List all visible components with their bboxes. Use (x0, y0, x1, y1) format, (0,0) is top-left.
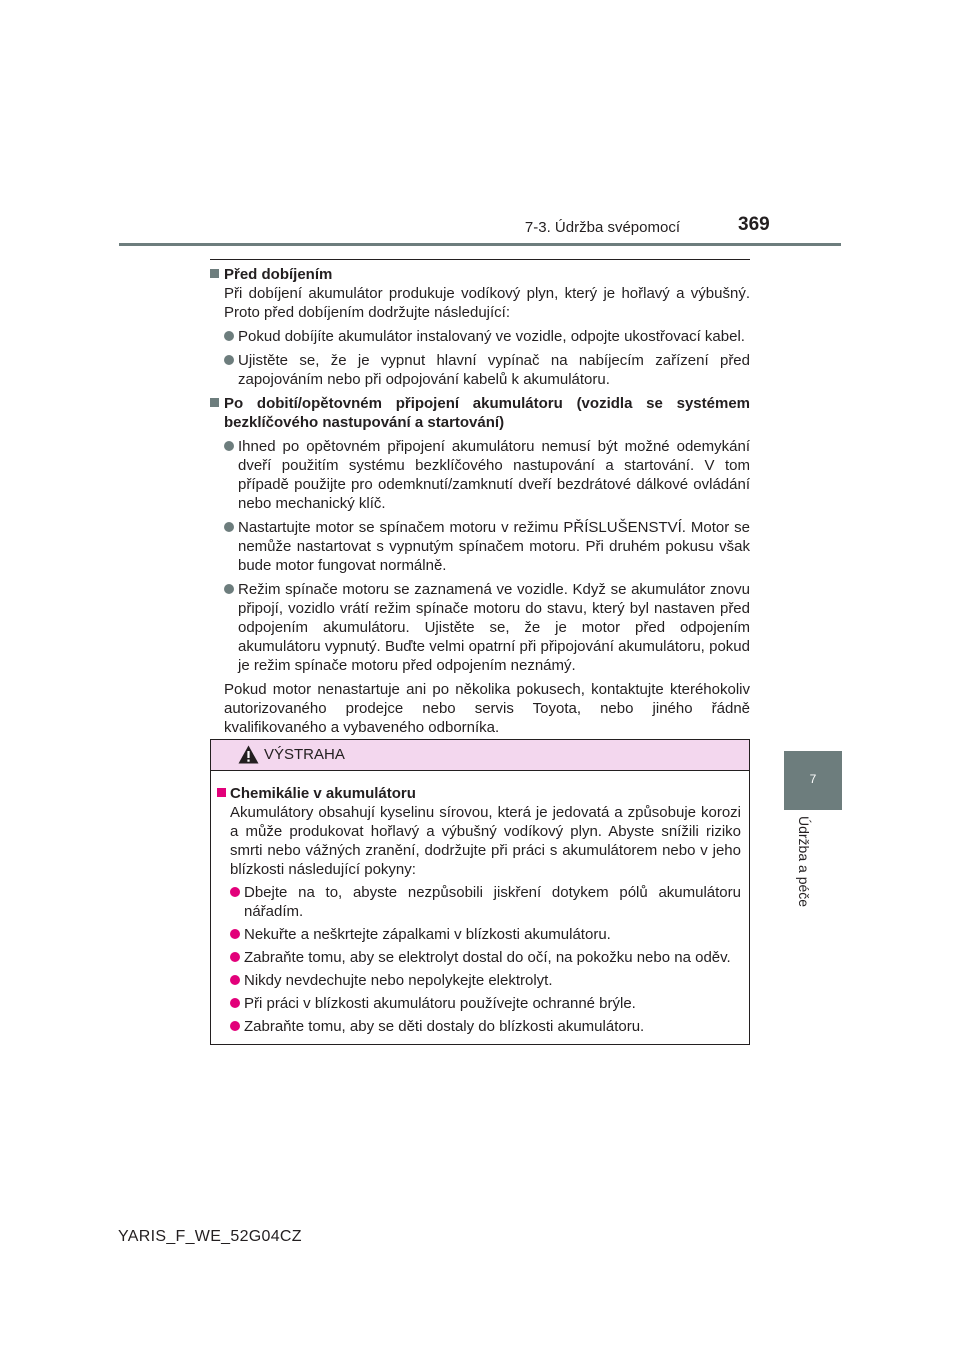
list-item: Režim spínače motoru se zaznamená ve vozidle. Když se akumulátor znovu připojí, vozidlo vrátí režim spínače motoru do stavu, který byl nastaven před odpojením akumulátoru. Ujistěte se, že je motor před odpojením akumulátoru vypnutý. Buďte velmi opatrní při připojování akumulátoru, pokud je režim spínače motoru před odpojením neznámý. (210, 580, 750, 675)
content-rule (210, 259, 750, 260)
section-outro: Pokud motor nenastartuje ani po několika pokusech, kontaktujte kteréhokoliv autorizovaného prodejce nebo servis Toyota, nebo jiného řádně kvalifikovaného a vybaveného odborníka. (224, 681, 750, 736)
round-bullet-icon (230, 975, 240, 985)
square-bullet-icon (210, 269, 219, 278)
round-bullet-icon (230, 952, 240, 962)
list-item: Dbejte na to, abyste nezpůsobili jiskření dotykem pólů akumulátoru nářadím. (217, 883, 741, 921)
round-bullet-icon (224, 522, 234, 532)
round-bullet-icon (224, 355, 234, 365)
list-item: Nekuřte a neškrtejte zápalkami v blízkosti akumulátoru. (217, 925, 741, 944)
list-item: Nastartujte motor se spínačem motoru v režimu PŘÍSLUŠENSTVÍ. Motor se nemůže nastartovat s vypnutým spínačem motoru. Při druhém pokusu však bude motor fungovat normálně. (210, 518, 750, 575)
round-bullet-icon (230, 998, 240, 1008)
square-bullet-icon (217, 788, 226, 797)
main-content (210, 265, 750, 737)
round-bullet-icon (230, 929, 240, 939)
chapter-tab (784, 751, 842, 810)
header-section-title: 7-3. Údržba svépomocí (524, 219, 680, 236)
section-heading: Před dobíjením (210, 265, 750, 284)
chapter-label: Údržba a péče (796, 816, 812, 908)
warning-intro: Akumulátory obsahují kyselinu sírovou, která je jedovatá a způsobuje korozi a může produkovat hořlavý a výbušný vodíkový plyn. Abyste snížili riziko smrti nebo vážných zranění, dodržujte při práci s akumulátorem nebo v jeho blízkosti následující pokyny: (230, 804, 741, 878)
section-heading: Po dobití/opětovném připojení akumulátoru (vozidla se systémem bezklíčového nastupování a startování) (210, 394, 750, 432)
warning-title: VÝSTRAHA (264, 746, 345, 763)
warning-body (211, 771, 749, 1036)
header-rule (119, 243, 841, 246)
list-item: Ihned po opětovném připojení akumulátoru nemusí být možné odemykání dveří použitím systému bezklíčového nastupování a startování. V tom případě použijte pro odemknutí/zamknutí dveří bezdrátové dálkové ovládání nebo mechanický klíč. (210, 437, 750, 513)
page-number: 369 (738, 214, 770, 235)
round-bullet-icon (224, 441, 234, 451)
chapter-number: 7 (809, 772, 817, 786)
list-item: Při práci v blízkosti akumulátoru používejte ochranné brýle. (217, 994, 741, 1013)
list-item: Pokud dobíjíte akumulátor instalovaný ve vozidle, odpojte ukostřovací kabel. (210, 327, 750, 346)
warning-heading: Chemikálie v akumulátoru (217, 784, 741, 803)
list-item: Ujistěte se, že je vypnut hlavní vypínač na nabíjecím zařízení před zapojováním nebo při odpojování kabelů k akumulátoru. (210, 351, 750, 389)
round-bullet-icon (230, 887, 240, 897)
round-bullet-icon (224, 331, 234, 341)
footer-code: YARIS_F_WE_52G04CZ (118, 1228, 302, 1245)
warning-header (211, 740, 749, 771)
section-intro: Při dobíjení akumulátor produkuje vodíkový plyn, který je hořlavý a výbušný. Proto před dobíjením dodržujte následující: (224, 285, 750, 321)
square-bullet-icon (210, 398, 219, 407)
warning-triangle-icon (238, 745, 259, 764)
list-item: Zabraňte tomu, aby se elektrolyt dostal do očí, na pokožku nebo na oděv. (217, 948, 741, 967)
list-item: Nikdy nevdechujte nebo nepolykejte elektrolyt. (217, 971, 741, 990)
round-bullet-icon (224, 584, 234, 594)
round-bullet-icon (230, 1021, 240, 1031)
list-item: Zabraňte tomu, aby se děti dostaly do blízkosti akumulátoru. (217, 1017, 741, 1036)
warning-box (210, 739, 750, 1045)
